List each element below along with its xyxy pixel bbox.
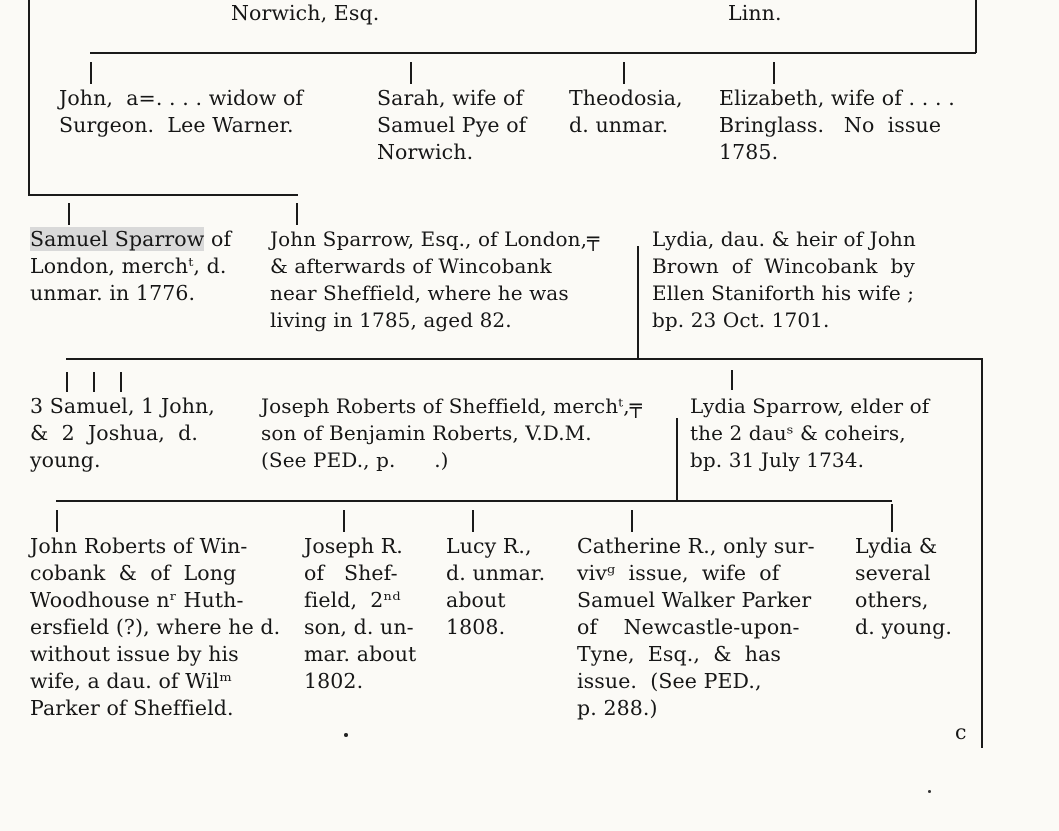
marriage2-line bbox=[676, 418, 678, 500]
gen4-bracket bbox=[56, 500, 892, 502]
top-left-rule bbox=[28, 0, 30, 195]
gen4-drop-john bbox=[56, 510, 58, 532]
gen3-bracket bbox=[66, 358, 982, 360]
gen1-bracket bbox=[90, 52, 976, 54]
ink-speck bbox=[344, 733, 348, 737]
gen1-drop-elizabeth bbox=[773, 62, 775, 84]
top-left-text: Norwich, Esq. bbox=[231, 1, 380, 25]
marriage1-line bbox=[637, 246, 639, 358]
signature-mark: c bbox=[955, 720, 967, 744]
pedigree-page: Norwich, Esq. Linn. John, a=. . . . widow of Surgeon. Lee Warner. Sarah, wife of Samuel Pye of Norwich. Theodosia, d. unmar. Elizabeth, wife of . . . . Bringlass. No issue 1785. Samuel Sparrow of London, merchᵗ, d. unmar. in 1776. John Sparrow, Esq., of London,╤ & afterwards of Wincobank near Sheffield, where he was living in 1785, aged 82. Lydia, dau. & heir of John Brown of Wincobank by Ellen Staniforth his wife ; bp. 23 Oct. 1701. 3 Samuel, 1 John, & 2 Joshua, d. young. Joseph Roberts of Sheffield, merchᵗ,╤ son of Benjamin Roberts, V.D.M. (See PED., p. .) Lydia Sparrow, elder of the 2 dauˢ & coheirs, bp. 31 July 1734. John Roberts of Win- cobank & of Long Woodhouse nʳ Huth- ersfield (?), where he d. without issue by his wife, a dau. of Wilᵐ Parker of Sheffield. Joseph R. of Shef- field, 2ⁿᵈ son, d. un- mar. about 1802. Lucy R., d. unmar. about 1808. Catherine R., only sur- vivᵍ issue, wife of Samuel Walker Parker of Newcastle-upon- Tyne, Esq., & has issue. (See PED., p. 288.) Lydia & several others, d. young. c bbox=[0, 0, 1059, 831]
gen1-drop-sarah bbox=[410, 62, 412, 84]
gen3-drop-lydia bbox=[731, 370, 733, 390]
gen4-drop-lydia bbox=[891, 504, 893, 532]
gen4-drop-joseph bbox=[343, 510, 345, 532]
ink-speck bbox=[928, 790, 931, 793]
gen2-bracket bbox=[28, 194, 298, 196]
search-highlight: Samuel Sparrow bbox=[30, 227, 205, 251]
top-right-text: Linn. bbox=[728, 1, 782, 25]
gen4-drop-catherine bbox=[631, 510, 633, 532]
gen1-drop-theodosia bbox=[623, 62, 625, 84]
gen3-drop-2 bbox=[93, 372, 95, 392]
gen3-drop-3 bbox=[120, 372, 122, 392]
gen1-drop-john bbox=[90, 62, 92, 84]
top-right-rule bbox=[975, 0, 977, 53]
gen4-drop-lucy bbox=[472, 510, 474, 532]
gen3-right-rule bbox=[981, 358, 983, 748]
gen2-drop-samuel bbox=[68, 203, 70, 225]
gen3-drop-1 bbox=[66, 372, 68, 392]
gen2-drop-john bbox=[296, 203, 298, 225]
